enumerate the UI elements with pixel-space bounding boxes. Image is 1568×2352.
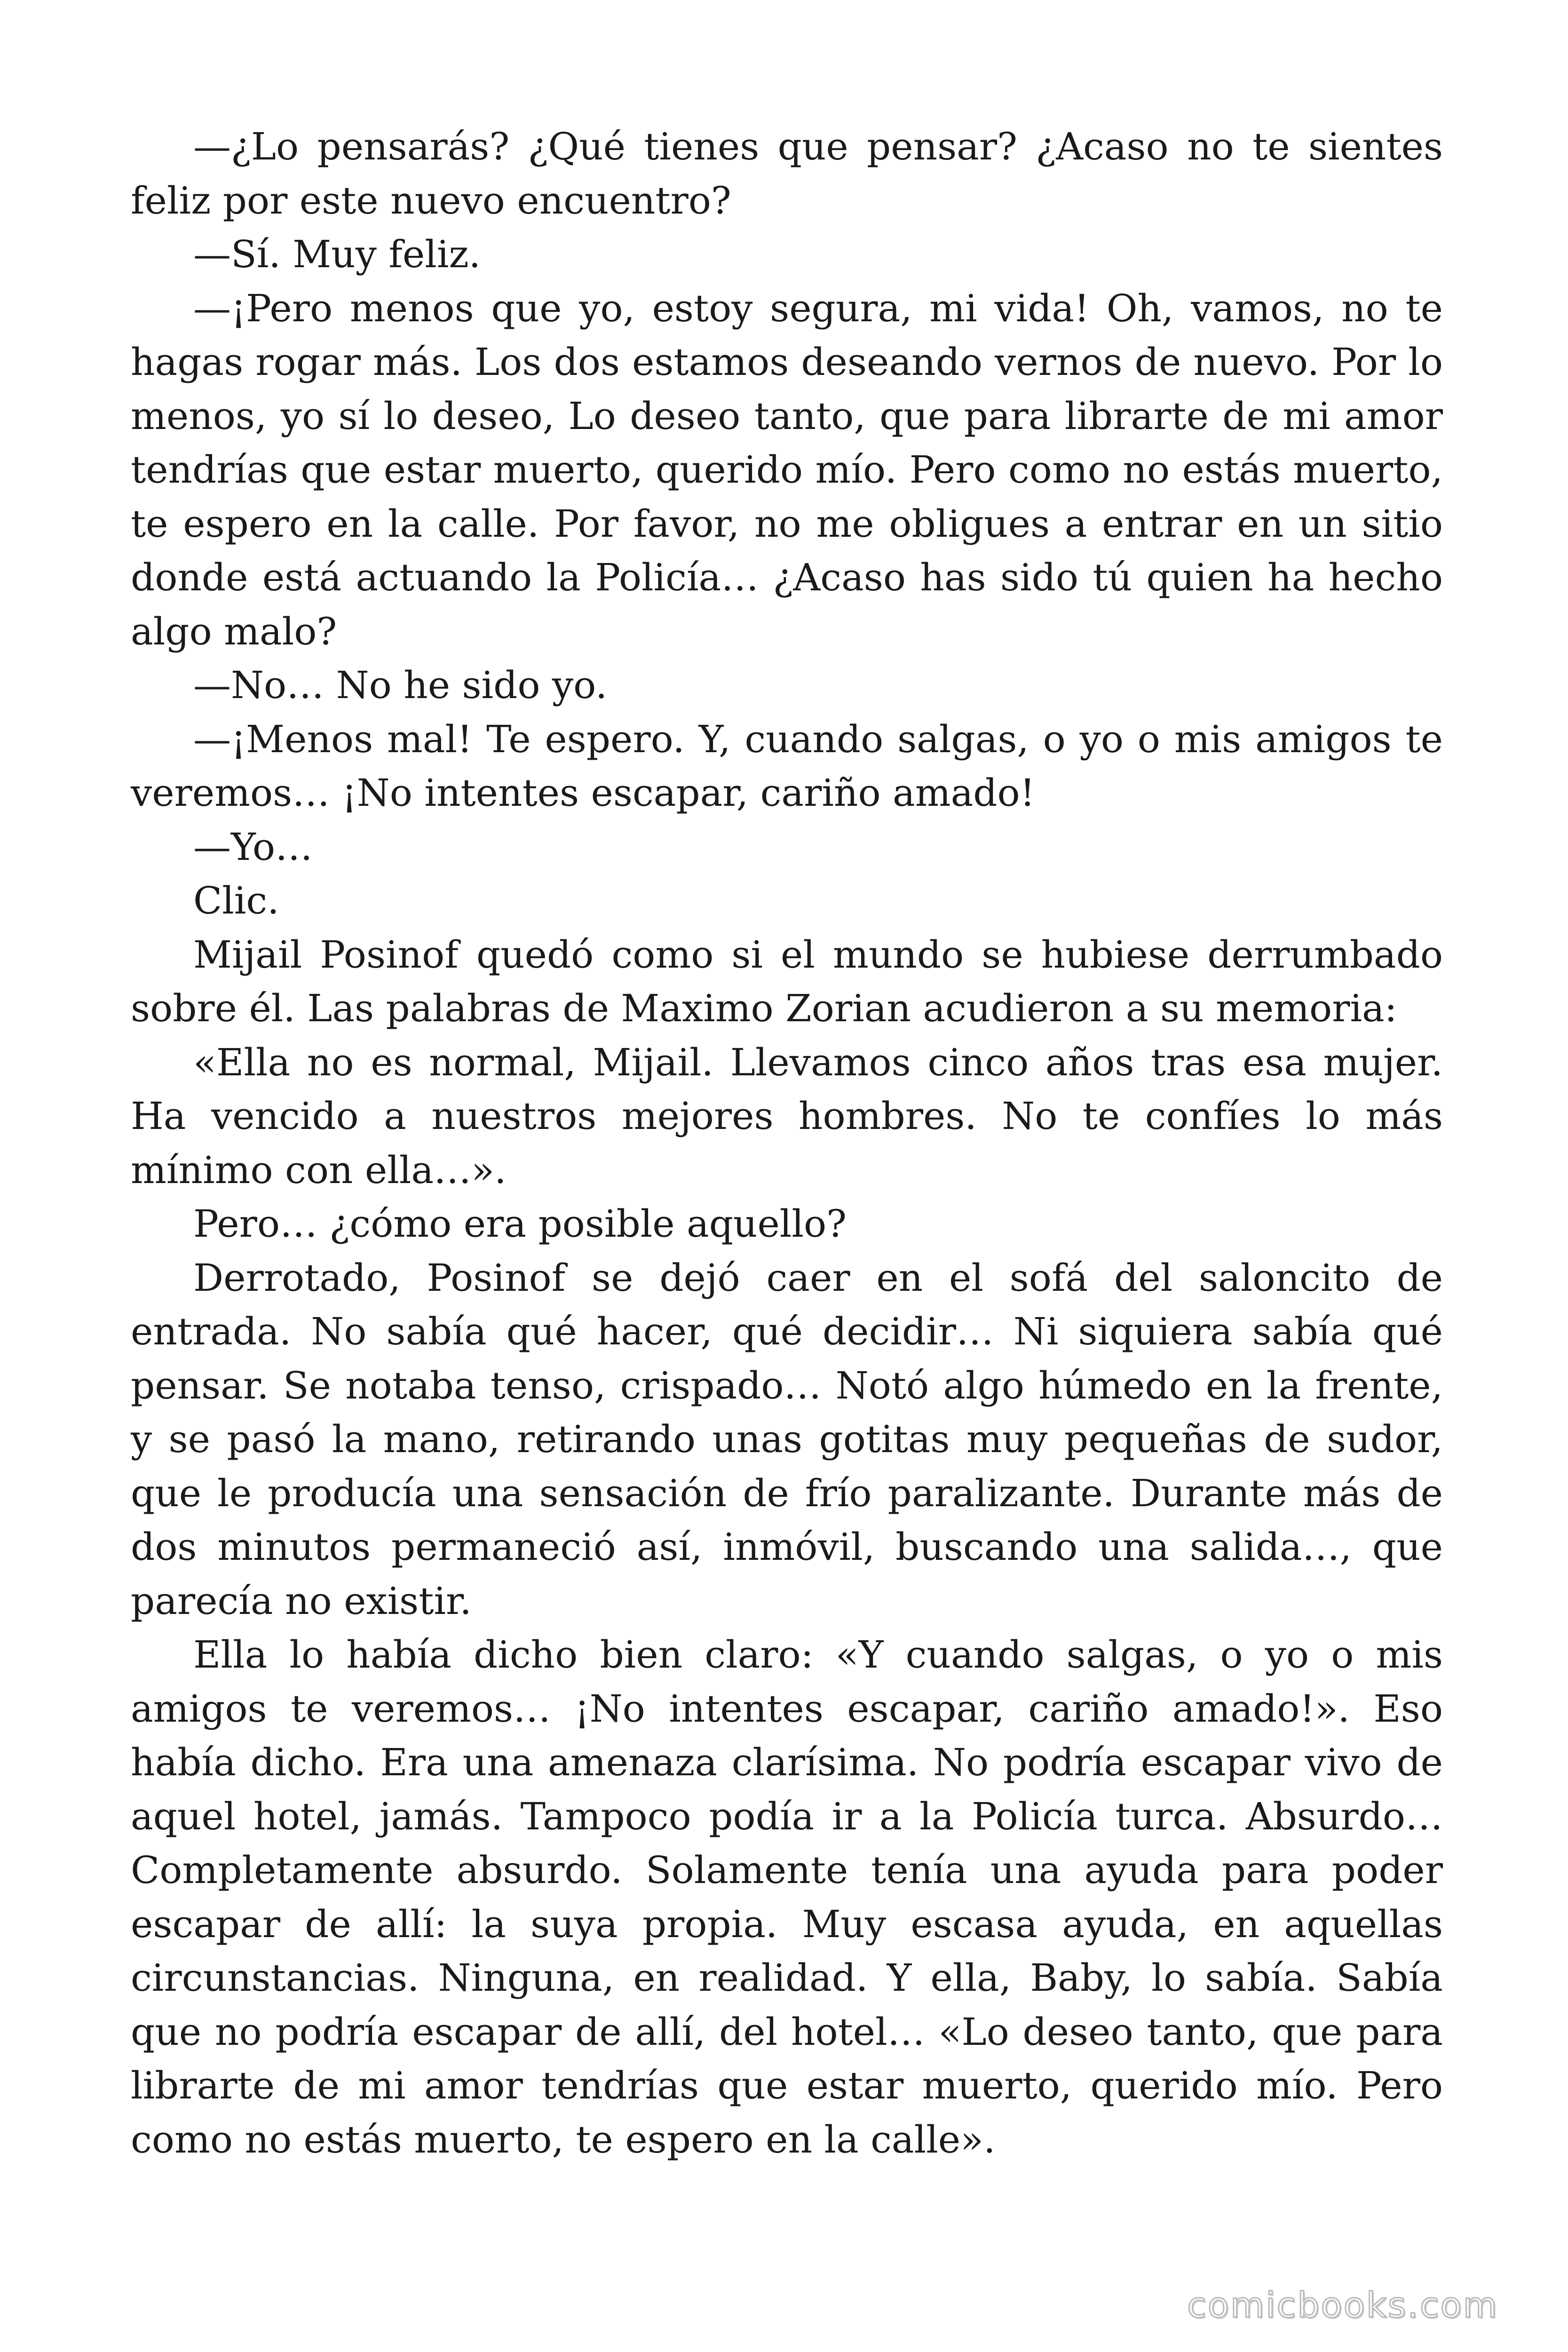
paragraph-10: Pero… ¿cómo era posible aquello? xyxy=(193,1202,847,1246)
paragraph-6: —Yo… xyxy=(193,825,313,869)
paragraph-7: Clic. xyxy=(193,879,279,922)
paragraph-4: —No… No he sido yo. xyxy=(193,663,608,707)
watermark: comicbooks.com xyxy=(1187,2285,1498,2326)
paragraph-2: —Sí. Muy feliz. xyxy=(193,232,481,276)
paragraph-1: —¿Lo pensarás? ¿Qué tienes que pensar? ¿Acaso no te sientes feliz por este nuevo encuentro? xyxy=(131,125,1443,222)
paragraph-5: —¡Menos mal! Te espero. Y, cuando salgas, o yo o mis amigos te veremos… ¡No intentes escapar, cariño amado! xyxy=(131,717,1443,815)
paragraph-11: Derrotado, Posinof se dejó caer en el sofá del saloncito de entrada. No sabía qué hacer, qué decidir… Ni siquiera sabía qué pensar. Se notaba tenso, crispado… Notó algo húmedo en la frente, y se pasó la mano, retirando unas gotitas muy pequeñas de sudor, que le producía una sensación de frío paralizante. Durante más de dos minutos permaneció así, inmóvil, buscando una salida…, que parecía no existir. xyxy=(131,1255,1443,1623)
body-text xyxy=(131,120,1443,2167)
paragraph-12: Ella lo había dicho bien claro: «Y cuando salgas, o yo o mis amigos te veremos… ¡No intentes escapar, cariño amado!». Eso había dicho. Era una amenaza clarísima. No podría escapar vivo de aquel hotel, jamás. Tampoco podía ir a la Policía turca. Absurdo… Completamente absurdo. Solamente tenía una ayuda para poder escapar de allí: la suya propia. Muy escasa ayuda, en aquellas circunstancias. Ninguna, en realidad. Y ella, Baby, lo sabía. Sabía que no podría escapar de allí, del hotel… «Lo deseo tanto, que para librarte de mi amor tendrías que estar muerto, querido mío. Pero como no estás muerto, te espero en la calle». xyxy=(131,1633,1443,2161)
paragraph-8: Mijail Posinof quedó como si el mundo se hubiese derrumbado sobre él. Las palabras de Maximo Zorian acudieron a su memoria: xyxy=(131,932,1443,1030)
paragraph-9: «Ella no es normal, Mijail. Llevamos cinco años tras esa mujer. Ha vencido a nuestros mejores hombres. No te confíes lo más mínimo con ella…». xyxy=(131,1040,1443,1192)
paragraph-3: —¡Pero menos que yo, estoy segura, mi vida! Oh, vamos, no te hagas rogar más. Los dos estamos deseando vernos de nuevo. Por lo menos, yo sí lo deseo, Lo deseo tanto, que para librarte de mi amor tendrías que estar muerto, querido mío. Pero como no estás muerto, te espero en la calle. Por favor, no me obligues a entrar en un sitio donde está actuando la Policía… ¿Acaso has sido tú quien ha hecho algo malo? xyxy=(131,286,1443,653)
